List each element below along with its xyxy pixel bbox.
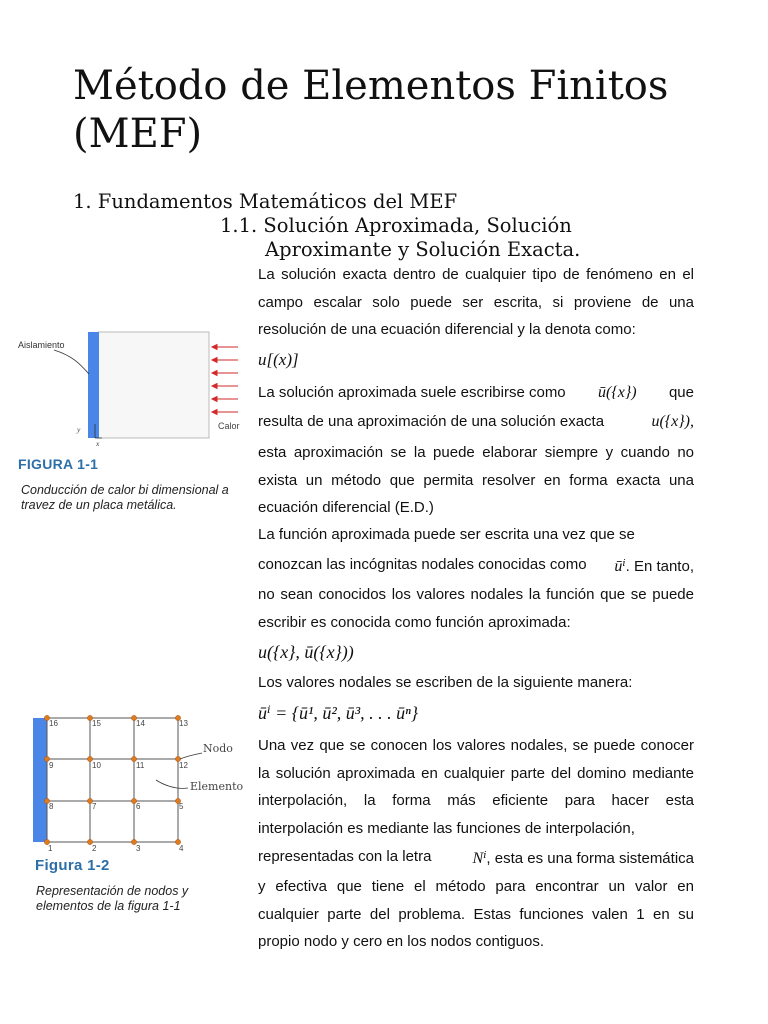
node-number: 14 bbox=[136, 719, 145, 728]
mesh-grid bbox=[47, 718, 178, 842]
heat-arrows bbox=[212, 345, 238, 415]
node-label: Nodo bbox=[203, 742, 233, 755]
node-number: 8 bbox=[49, 802, 54, 811]
element-label: Elemento bbox=[190, 780, 244, 793]
text-fragment: La solución aproximada suele escribirse como bbox=[258, 384, 566, 401]
paragraph-approx-line-2 bbox=[258, 413, 694, 431]
paragraph-interpolation-rest: y efectiva que tiene el método para encontrar un valor en cualquier parte del problema. Estas funciones valen 1 en su propio nodo y cero en los nodos contiguos. bbox=[258, 878, 694, 950]
paragraph-interpolation-line bbox=[258, 848, 694, 868]
node-number: 16 bbox=[49, 719, 58, 728]
plate bbox=[98, 332, 209, 438]
text-fragment: conozcan las incógnitas nodales conocidas como bbox=[258, 556, 587, 573]
node-number: 13 bbox=[179, 719, 188, 728]
axis-x-label: x bbox=[96, 439, 100, 448]
text-fragment: resulta de una aproximación de una solución exacta bbox=[258, 413, 605, 430]
paragraph-function-line-2 bbox=[258, 556, 694, 576]
figure-mesh bbox=[30, 712, 255, 854]
text-fragment: que bbox=[668, 384, 694, 401]
insulation-bar bbox=[88, 332, 99, 438]
inline-math-shape: Nⁱ bbox=[472, 850, 487, 867]
inline-math-exact: u({x}), bbox=[651, 413, 694, 430]
node-number: 3 bbox=[136, 844, 141, 853]
inline-math-approx: ū({x}) bbox=[598, 384, 637, 401]
paragraph-exact-solution: La solución exacta dentro de cualquier tipo de fenómeno en el campo escalar solo puede ser escrita, si proviene de una resolución de una ecuación diferencial y la denota como: bbox=[258, 266, 694, 338]
node-number: 1 bbox=[48, 844, 53, 853]
section-heading: 1. Fundamentos Matemáticos del MEF bbox=[73, 190, 458, 213]
equation-function: u({x}, ū({x})) bbox=[258, 642, 354, 662]
node-number: 5 bbox=[179, 802, 184, 811]
equation-exact: u[(x)] bbox=[258, 350, 299, 369]
subsection-line-2: Aproximante y Solución Exacta. bbox=[265, 238, 581, 261]
paragraph-nodal-values: Los valores nodales se escriben de la siguiente manera: bbox=[258, 674, 633, 691]
text-fragment: representadas con la letra bbox=[258, 848, 432, 865]
mesh-nodes bbox=[44, 715, 180, 844]
paragraph-interpolation: Una vez que se conocen los valores nodales, se puede conocer la solución aproximada en cualquier parte del domino mediante interpolación, la forma más eficiente para hacer esta interpolación es mediante las funciones de interpolación, bbox=[258, 737, 694, 837]
insulation-bar bbox=[33, 718, 47, 842]
document-title: Método de Elementos Finitos (MEF) bbox=[73, 63, 669, 157]
text-fragment: . En tanto, bbox=[625, 558, 694, 575]
insulation-label: Aislamiento bbox=[18, 340, 65, 350]
paragraph-function-line-1: La función aproximada puede ser escrita una vez que se bbox=[258, 526, 635, 543]
insulation-leader bbox=[54, 350, 89, 374]
subsection-heading bbox=[220, 214, 640, 262]
node-number: 7 bbox=[92, 802, 97, 811]
figure-heat-plate bbox=[18, 328, 248, 448]
node-number: 4 bbox=[179, 844, 184, 853]
subsection-line-1: 1.1. Solución Aproximada, Solución bbox=[220, 214, 572, 237]
figure2-label: Figura 1-2 bbox=[35, 857, 110, 874]
paragraph-approx-line-1 bbox=[258, 384, 694, 402]
node-number: 9 bbox=[49, 761, 54, 770]
text-fragment: , esta es una forma sistemática bbox=[486, 850, 694, 867]
figure1-caption: Conducción de calor bi dimensional a travez de un placa metálica. bbox=[21, 483, 229, 512]
equation-nodal-values: ūⁱ = {ū¹, ū², ū³, . . . ūⁿ} bbox=[258, 703, 419, 723]
node-leader bbox=[180, 753, 202, 759]
inline-math-nodal: ūⁱ bbox=[614, 558, 626, 575]
axis-y-label: y bbox=[77, 425, 81, 434]
figure1-label: FIGURA 1-1 bbox=[18, 456, 99, 472]
node-number: 11 bbox=[136, 761, 145, 770]
figure2-caption: Representación de nodos y elementos de la figura 1-1 bbox=[36, 884, 189, 913]
node-number: 10 bbox=[92, 761, 101, 770]
node-number: 2 bbox=[92, 844, 97, 853]
node-number: 12 bbox=[179, 761, 188, 770]
paragraph-function-rest: no sean conocidos los valores nodales la función que se puede escribir es conocida como función aproximada: bbox=[258, 586, 694, 631]
node-number: 6 bbox=[136, 802, 141, 811]
element-leader bbox=[156, 780, 188, 788]
heat-label: Calor bbox=[218, 421, 240, 431]
node-number: 15 bbox=[92, 719, 101, 728]
paragraph-approx-rest: esta aproximación se la puede elaborar siempre y cuando no exista un método que permita resolver en forma exacta una ecuación diferencial (E.D.) bbox=[258, 444, 694, 516]
